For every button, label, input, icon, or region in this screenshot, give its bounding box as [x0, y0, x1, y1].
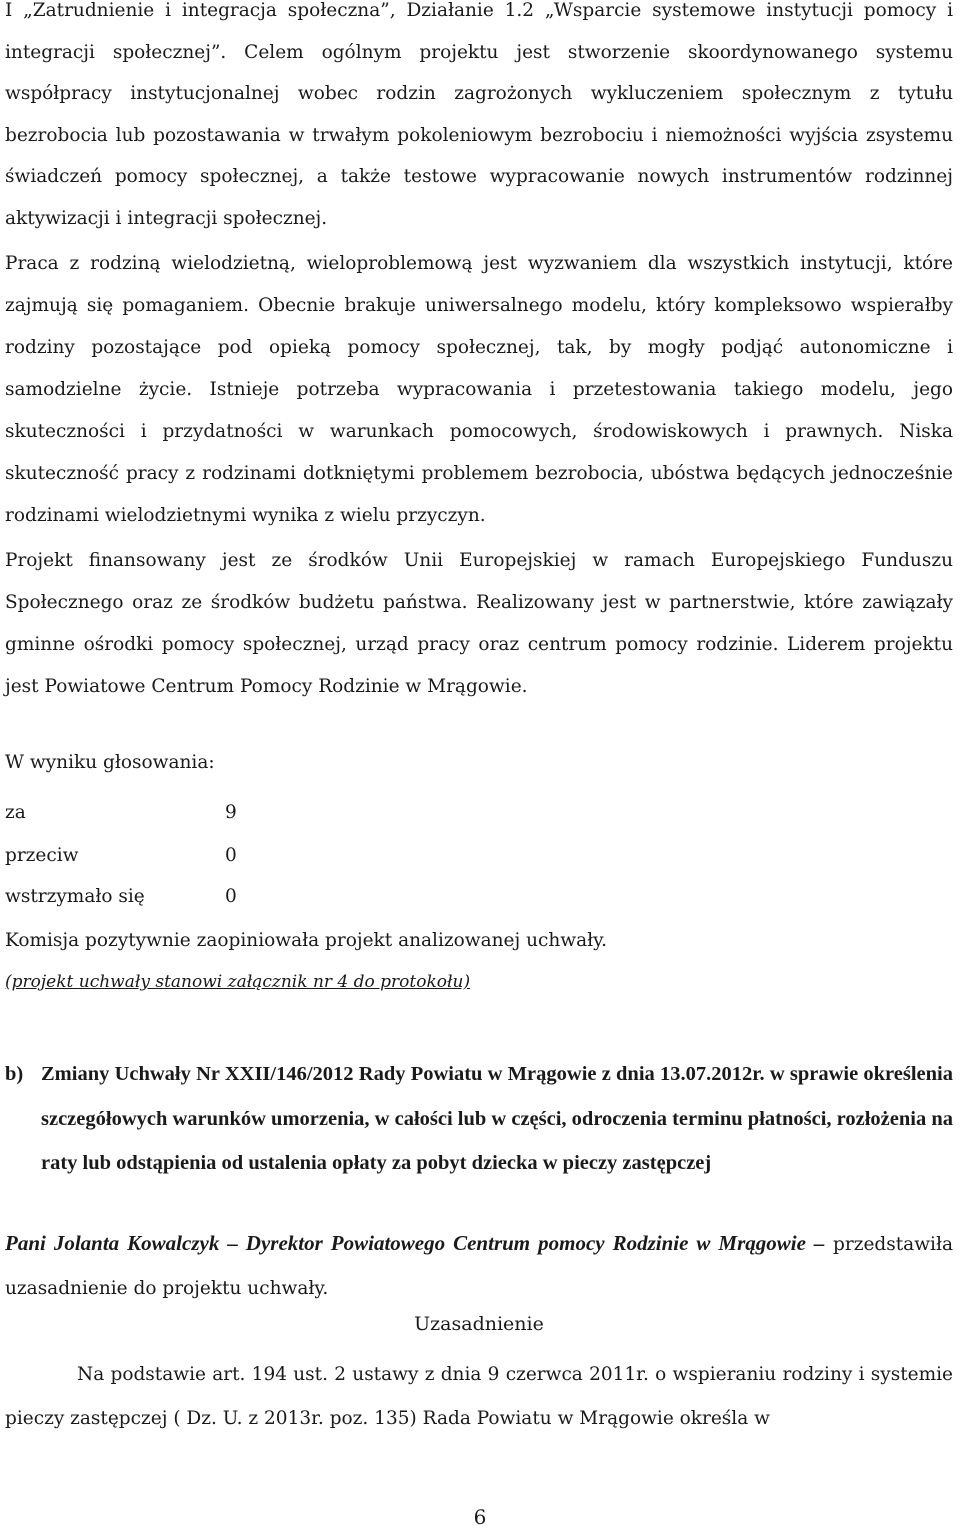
- vote-title: W wyniku głosowania:: [5, 752, 215, 773]
- vote-row-for: [5, 802, 237, 823]
- justification-heading: Uzasadnienie: [414, 1313, 544, 1335]
- presenter-paragraph: [5, 1222, 953, 1310]
- section-marker: b): [5, 1063, 24, 1085]
- page-number: 6: [473, 1505, 487, 1529]
- paragraph-financing: Projekt finansowany jest ze środków Unii Europejskiej w ramach Europejskiego Funduszu Społecznego oraz ze środków budżetu państwa. Realizowany jest w partnerstwie, które zawiązały gminne ośrodki pomocy społecznej, urząd pracy oraz centrum pomocy rodzinie. Liderem projektu jest Powiatowe Centrum Pomocy Rodzinie w Mrągowie.: [5, 550, 953, 697]
- section-b: [5, 1052, 953, 1186]
- presenter-action: przedstawiła uzasadnienie do projektu uchwały.: [5, 1234, 953, 1299]
- vote-value: 0: [225, 845, 237, 866]
- presenter-name: Pani Jolanta Kowalczyk – Dyrektor Powiatowego Centrum pomocy Rodzinie w Mrągowie –: [5, 1231, 825, 1255]
- vote-value: 0: [225, 886, 237, 907]
- justification-paragraph: [5, 1353, 953, 1441]
- vote-value: 9: [225, 802, 237, 823]
- section-title: Zmiany Uchwały Nr XXII/146/2012 Rady Powiatu w Mrągowie z dnia 13.07.2012r. w sprawie określenia szczegółowych warunków umorzenia, w całości lub w części, odroczenia terminu płatności, rozłożenia na raty lub odstąpienia od ustalenia opłaty za pobyt dziecka w pieczy zastępczej: [41, 1063, 953, 1174]
- vote-row-abstain: [5, 886, 237, 907]
- paragraph-family-work: Praca z rodziną wielodzietną, wieloproblemową jest wyzwaniem dla wszystkich instytucji, które zajmują się pomaganiem. Obecnie brakuje uniwersalnego modelu, który kompleksowo wspierałby rodziny pozostające pod opieką pomocy społecznej, tak, by mogły podjąć autonomiczne i samodzielne życie. Istnieje potrzeba wypracowania i przetestowania takiego modelu, jego skuteczności i przydatności w warunkach pomocowych, środowiskowych i prawnych. Niska skuteczność pracy z rodzinami dotkniętymi problemem bezrobocia, ubóstwa będących jednocześnie rodzinami wielodzietnymi wynika z wielu przyczyn.: [5, 253, 953, 526]
- paragraph-project-goal: I „Zatrudnienie i integracja społeczna”, Działanie 1.2 „Wsparcie systemowe instytucji pomocy i integracji społecznej”. Celem ogólnym projektu jest stworzenie skoordynowanego systemu współpracy instytucjonalnej wobec rodzin zagrożonych wykluczeniem społecznym z tytułu bezrobocia lub pozostawania w trwałym pokoleniowym bezrobociu i niemożności wyjścia zsystemu świadczeń pomocy społecznej, a także testowe wypracowanie nowych instrumentów rodzinnej aktywizacji i integracji społecznej.: [5, 0, 953, 229]
- vote-row-against: [5, 845, 237, 866]
- vote-label: wstrzymało się: [5, 886, 145, 907]
- annex-note: (projekt uchwały stanowi załącznik nr 4 do protokołu): [5, 972, 471, 992]
- vote-label: przeciw: [5, 845, 79, 866]
- justification-text: Na podstawie art. 194 ust. 2 ustawy z dnia 9 czerwca 2011r. o wspieraniu rodziny i systemie pieczy zastępczej ( Dz. U. z 2013r. poz. 135) Rada Powiatu w Mrągowie określa w: [5, 1364, 953, 1429]
- committee-opinion: Komisja pozytywnie zaopiniowała projekt analizowanej uchwały.: [5, 930, 608, 951]
- vote-label: za: [5, 802, 26, 823]
